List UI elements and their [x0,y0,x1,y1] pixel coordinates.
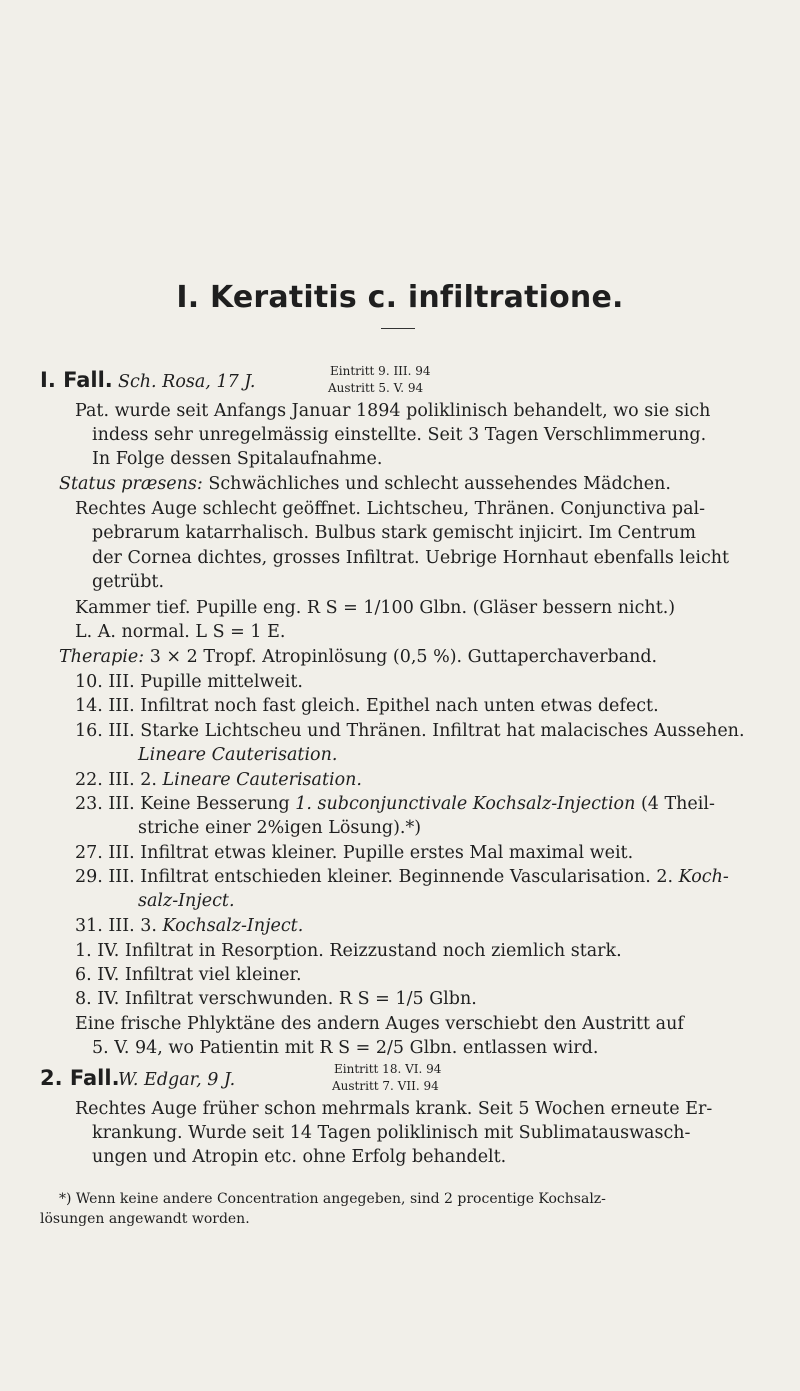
case-1-line: 6. IV. Infiltrat viel kleiner. [75,965,302,985]
heading-rule [381,328,415,329]
case-1-line: pebrarum katarrhalisch. Bulbus stark gemischt injicirt. Im Centrum [92,523,696,543]
case-2-eintritt: Eintritt 18. VI. 94 [334,1062,442,1076]
case-1-line: Lineare Cauterisation. [138,745,338,765]
l31-date: 31. III. 3. [75,916,157,936]
case-1-patient: Sch. Rosa, 17 J. [118,372,256,392]
l23-text: 23. III. Keine Besserung [75,794,290,814]
l22-date: 22. III. 2. [75,770,157,790]
case-1-line-8iv [75,987,477,1011]
case-1-line-29 [75,865,729,889]
status-text: Schwächliches und schlecht aussehendes Mädchen. [208,474,671,494]
l23-post: (4 Theil- [640,794,715,814]
status-label: Status præsens: [59,474,203,494]
case-1-line: 1. IV. Infiltrat in Resorption. Reizzustand noch ziemlich stark. [75,941,622,961]
case-1-austritt: Austritt 5. V. 94 [328,381,424,395]
last-fraction: 2/5 [375,1038,405,1058]
l8-text: 8. IV. Infiltrat verschwunden. R S = [75,989,390,1009]
case-1-eintritt: Eintritt 9. III. 94 [330,364,431,378]
case-1-line: Rechtes Auge schlecht geöffnet. Lichtscheu, Thränen. Conjunctiva pal- [75,499,706,519]
case-2-line: krankung. Wurde seit 14 Tagen poliklinisch mit Sublimatauswasch- [92,1123,691,1143]
l29-koch: Koch- [678,867,729,887]
case-1-line: salz-Inject. [138,891,235,911]
case-2-line: Rechtes Auge früher schon mehrmals krank. Seit 5 Wochen erneute Er- [75,1099,713,1119]
footnote-line: *) Wenn keine andere Concentration angegeben, sind 2 procentige Kochsalz- [59,1191,606,1207]
kammer-line [75,596,675,620]
case-2-patient: W. Edgar, 9 J. [118,1070,236,1090]
l8-post: Glbn. [429,989,477,1009]
kammer-fraction: 1/100 [363,598,414,618]
l8-fraction: 1/5 [395,989,424,1009]
case-1-line: Eine frische Phlyktäne des andern Auges verschiebt den Austritt auf [75,1014,684,1034]
case-1-line: striche einer 2%igen Lösung).*) [138,818,422,838]
case-1-line: 27. III. Infiltrat etwas kleiner. Pupille erstes Mal maximal weit. [75,843,634,863]
last-text: 5. V. 94, wo Patientin mit R S = [92,1038,371,1058]
case-1-line: 16. III. Starke Lichtscheu und Thränen. Infiltrat hat malacisches Aussehen. [75,721,745,741]
case-1-last-line [92,1036,598,1060]
case-1-line: In Folge dessen Spitalaufnahme. [92,449,383,469]
case-2-label: 2. Fall. [40,1066,120,1090]
case-1-line: 14. III. Infiltrat noch fast gleich. Epithel nach unten etwas defect. [75,696,659,716]
l23-injection: 1. subconjunctivale Kochsalz-Injection [295,794,636,814]
case-1-line: Pat. wurde seit Anfangs Januar 1894 poliklinisch behandelt, wo sie sich [75,401,711,421]
kammer-rest: Glbn. (Gläser bessern nicht.) [419,598,676,618]
case-1-line-22 [75,768,362,792]
l29-text: 29. III. Infiltrat entschieden kleiner. Beginnende Vascularisation. 2. [75,867,674,887]
therapie-line [59,645,657,669]
case-1-line: 10. III. Pupille mittelweit. [75,672,303,692]
therapie-label: Therapie: [59,647,145,667]
case-2-austritt: Austritt 7. VII. 94 [332,1079,439,1093]
status-line [59,472,671,496]
l22-text: Lineare Cauterisation. [162,770,362,790]
case-1-line: indess sehr unregelmässig einstellte. Seit 3 Tagen Verschlimmerung. [92,425,707,445]
chapter-heading: I. Keratitis c. infiltratione. [176,280,624,315]
case-1-line: L. A. normal. L S = 1 E. [75,622,286,642]
l31-text: Kochsalz-Inject. [162,916,304,936]
kammer-text: Kammer tief. Pupille eng. R S = [75,598,358,618]
footnote-line: lösungen angewandt worden. [40,1211,250,1227]
case-1-line-31 [75,914,303,938]
case-1-line: getrübt. [92,572,165,592]
case-1-line-23 [75,792,715,816]
case-1-label: I. Fall. [40,368,113,392]
therapie-text: 3 × 2 Tropf. Atropinlösung (0,5 %). Guttaperchaverband. [149,647,658,667]
case-1-line: der Cornea dichtes, grosses Infiltrat. Uebrige Hornhaut ebenfalls leicht [92,548,730,568]
last-post: Glbn. entlassen wird. [409,1038,599,1058]
case-2-line: ungen und Atropin etc. ohne Erfolg behandelt. [92,1147,507,1167]
